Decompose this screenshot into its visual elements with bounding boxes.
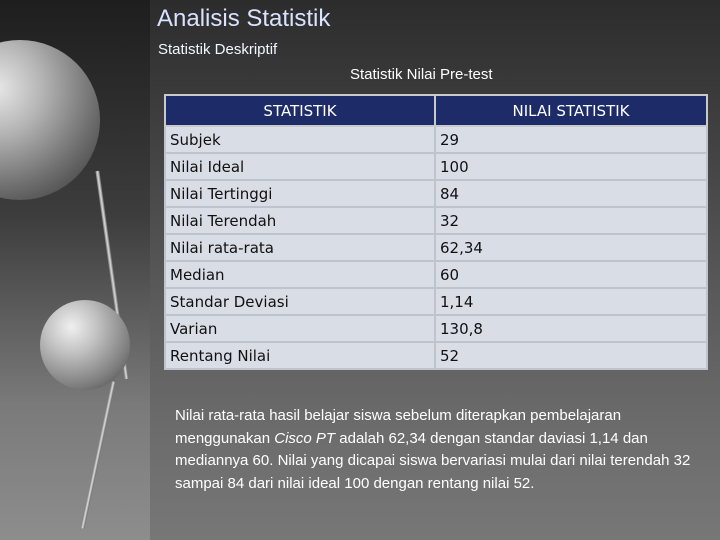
row-label: Standar Deviasi xyxy=(165,288,435,315)
table-row xyxy=(165,153,707,180)
row-value: 84 xyxy=(435,180,707,207)
summary-text-end: adalah 62,34 dengan standar daviasi 1,14 dan mediannya 60. Nilai yang dicapai siswa bervariasi mulai dari nilai terendah 32 sampai 84 dari nilai ideal 100 dengan rentang nilai 52. xyxy=(175,429,691,492)
table-row xyxy=(165,261,707,288)
table-caption: Statistik Nilai Pre-test xyxy=(350,66,493,83)
slide-subtitle: Statistik Deskriptif xyxy=(158,41,278,58)
row-label: Nilai Tertinggi xyxy=(165,180,435,207)
decorative-pushpin-image xyxy=(0,0,150,540)
summary-text-start: Nilai rata-rata hasil belajar siswa sebelum diterapkan pembelajaran menggunakan xyxy=(175,407,622,447)
table-row xyxy=(165,342,707,369)
pushpin-head-large xyxy=(0,40,100,200)
row-label: Subjek xyxy=(165,126,435,153)
row-value: 60 xyxy=(435,261,707,288)
row-value: 130,8 xyxy=(435,315,707,342)
table-row xyxy=(165,234,707,261)
table-row xyxy=(165,288,707,315)
row-value: 100 xyxy=(435,153,707,180)
row-label: Rentang Nilai xyxy=(165,342,435,369)
table-row xyxy=(165,315,707,342)
row-value: 62,34 xyxy=(435,234,707,261)
slide-title: Analisis Statistik xyxy=(157,5,331,32)
slide-content xyxy=(150,0,720,540)
row-label: Nilai rata-rata xyxy=(165,234,435,261)
row-label: Nilai Terendah xyxy=(165,207,435,234)
summary-italic-term: Cisco PT xyxy=(274,429,336,447)
row-value: 29 xyxy=(435,126,707,153)
row-label: Varian xyxy=(165,315,435,342)
pushpin-head-small xyxy=(40,300,130,390)
row-value: 52 xyxy=(435,342,707,369)
row-label: Median xyxy=(165,261,435,288)
table-header-row xyxy=(165,95,707,126)
column-header-nilai: NILAI STATISTIK xyxy=(435,95,707,126)
table-row xyxy=(165,207,707,234)
column-header-statistik: STATISTIK xyxy=(165,95,435,126)
row-value: 32 xyxy=(435,207,707,234)
summary-paragraph xyxy=(175,405,695,495)
table-row xyxy=(165,126,707,153)
pushpin-needle xyxy=(80,381,115,529)
statistics-table xyxy=(164,94,708,370)
row-label: Nilai Ideal xyxy=(165,153,435,180)
row-value: 1,14 xyxy=(435,288,707,315)
table-row xyxy=(165,180,707,207)
